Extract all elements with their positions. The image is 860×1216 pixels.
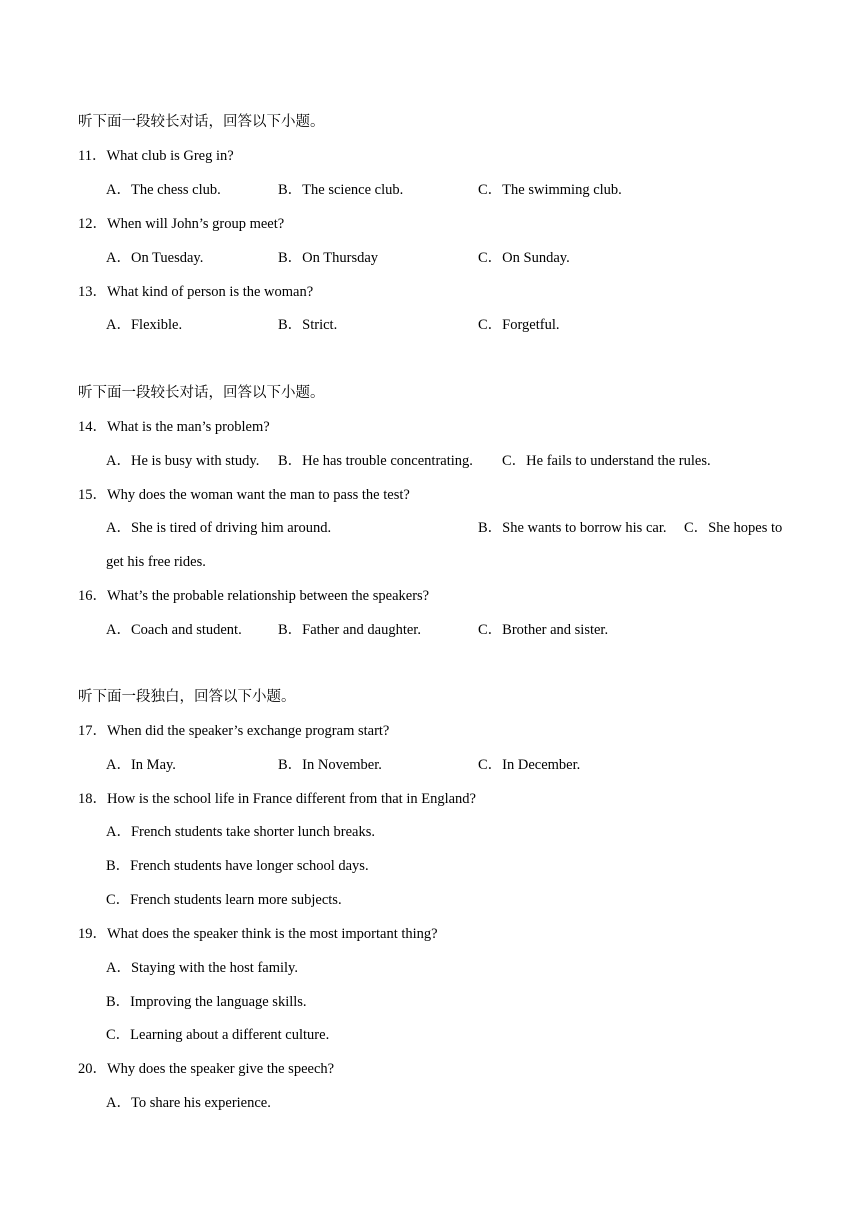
option-c: C．Forgetful. <box>478 317 560 333</box>
option-a: A．To share his experience. <box>106 1095 271 1111</box>
question-stem: 14．What is the man’s problem? <box>78 419 270 435</box>
question-stem: 17．When did the speaker’s exchange program start? <box>78 723 390 739</box>
option-a: A．In May. <box>106 757 176 773</box>
option-a: A．Flexible. <box>106 317 183 333</box>
option-b: B．He has trouble concentrating. <box>278 453 473 469</box>
option-c: C．He fails to understand the rules. <box>502 453 711 469</box>
question-stem: 15．Why does the woman want the man to pass the test? <box>78 487 410 503</box>
option-b: B．Strict. <box>278 317 338 333</box>
question-stem: 13．What kind of person is the woman? <box>78 284 314 300</box>
option-a: A．On Tuesday. <box>106 250 204 266</box>
option-a: A．He is busy with study. <box>106 453 260 469</box>
option-b: B．French students have longer school days. <box>106 858 369 874</box>
option-a: A．The chess club. <box>106 182 221 198</box>
section-heading: 听下面一段独白，回答以下小题。 <box>78 689 296 705</box>
option-b: B．She wants to borrow his car. <box>478 520 667 536</box>
section-heading: 听下面一段较长对话，回答以下小题。 <box>78 114 325 130</box>
question-stem: 11．What club is Greg in? <box>78 148 234 164</box>
option-c: C．Brother and sister. <box>478 622 609 638</box>
option-a: A．She is tired of driving him around. <box>106 520 332 536</box>
option-c: C．She hopes to <box>684 520 783 536</box>
question-stem: 20．Why does the speaker give the speech? <box>78 1061 335 1077</box>
option-a: A．Coach and student. <box>106 622 242 638</box>
option-c: C．In December. <box>478 757 581 773</box>
option-b: B．The science club. <box>278 182 404 198</box>
option-b: B．On Thursday <box>278 250 379 266</box>
option-b: B．Improving the language skills. <box>106 994 307 1010</box>
option-c-continued: get his free rides. <box>106 554 206 570</box>
option-a: A．Staying with the host family. <box>106 960 298 976</box>
option-c: C．On Sunday. <box>478 250 570 266</box>
question-stem: 19．What does the speaker think is the most important thing? <box>78 926 438 942</box>
option-b: B．In November. <box>278 757 382 773</box>
option-b: B．Father and daughter. <box>278 622 421 638</box>
section-heading: 听下面一段较长对话，回答以下小题。 <box>78 385 325 401</box>
option-c: C．The swimming club. <box>478 182 622 198</box>
question-stem: 12．When will John’s group meet? <box>78 216 285 232</box>
option-c: C．French students learn more subjects. <box>106 892 342 908</box>
option-a: A．French students take shorter lunch breaks. <box>106 824 375 840</box>
question-stem: 16．What’s the probable relationship between the speakers? <box>78 588 430 604</box>
question-stem: 18．How is the school life in France different from that in England? <box>78 791 476 807</box>
option-c: C．Learning about a different culture. <box>106 1027 330 1043</box>
